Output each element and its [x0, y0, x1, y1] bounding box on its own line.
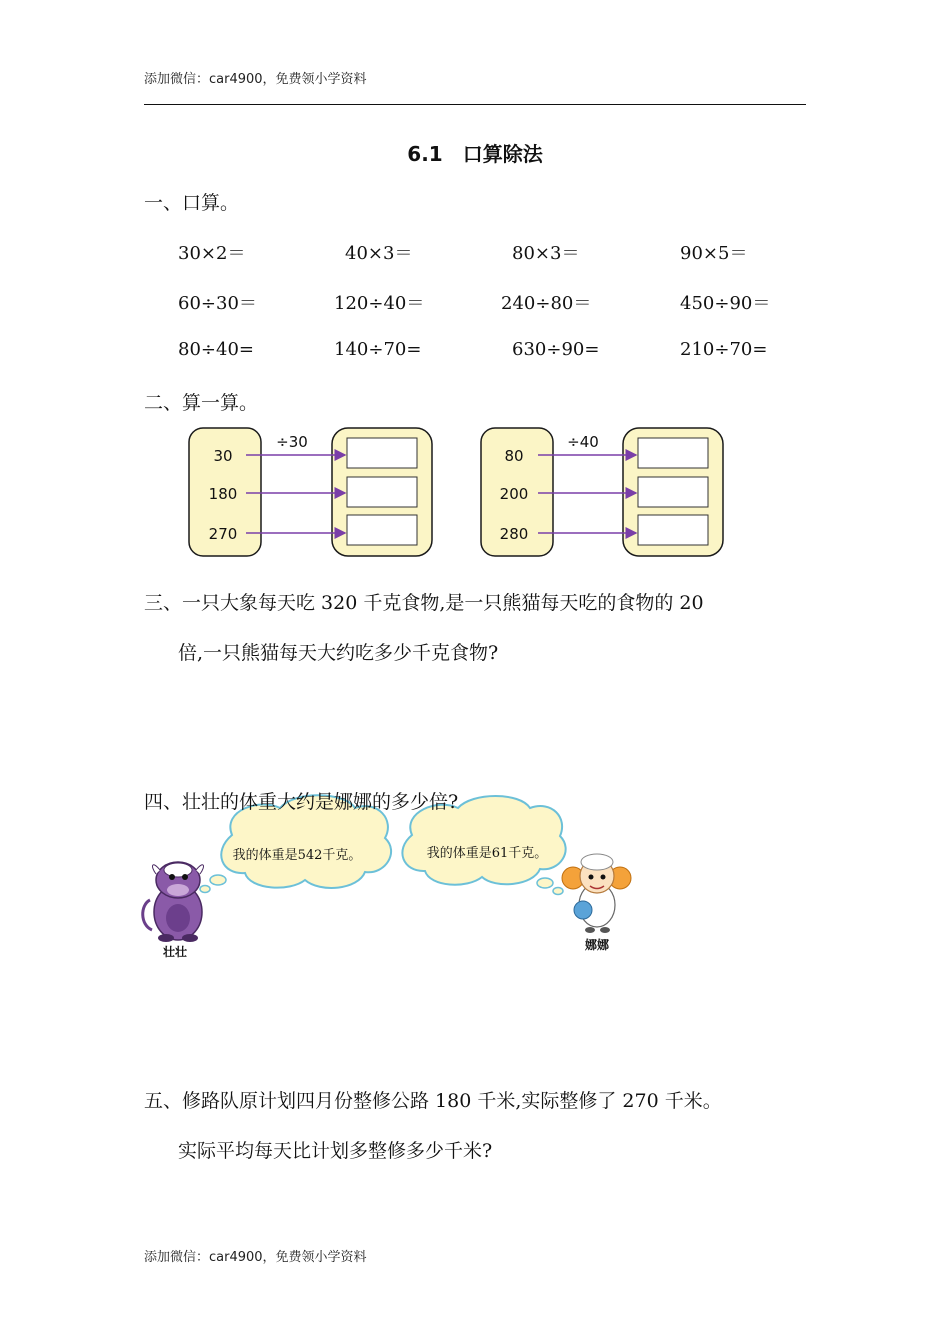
sheep-character-icon	[562, 854, 631, 933]
page-title: 6.1 口算除法	[407, 142, 543, 166]
operator-label: ÷30	[276, 433, 308, 451]
problem: 140÷70=	[334, 339, 422, 360]
footer-note: 添加微信：car4900，免费领小学资料	[144, 1250, 367, 1265]
problem: 60÷30＝	[178, 293, 257, 314]
input-value: 30	[213, 447, 233, 465]
section5-line1: 五、修路队原计划四月份整修公路 180 千米,实际整修了 270 千米。	[144, 1090, 722, 1112]
cow-character-icon	[143, 862, 204, 942]
input-value: 280	[499, 525, 529, 543]
input-value: 180	[208, 485, 238, 503]
problem: 240÷80＝	[501, 293, 592, 314]
input-value: 200	[499, 485, 529, 503]
name-label-left: 壮壮	[162, 945, 188, 959]
problem: 90×5＝	[680, 243, 748, 264]
name-label-right: 娜娜	[584, 938, 610, 952]
input-value: 80	[504, 447, 524, 465]
problem: 210÷70=	[680, 339, 768, 360]
bubble-text-left: 我的体重是542千克。	[232, 848, 362, 863]
bubble-text-right: 我的体重是61千克。	[426, 846, 548, 861]
section5-line2: 实际平均每天比计划多整修多少千米?	[178, 1140, 493, 1162]
problem: 40×3＝	[345, 243, 413, 264]
answer-blank[interactable]	[638, 477, 708, 507]
answer-blank[interactable]	[347, 438, 417, 468]
answer-blank[interactable]	[638, 515, 708, 545]
header-note: 添加微信：car4900，免费领小学资料	[144, 72, 367, 87]
problem: 30×2＝	[178, 243, 246, 264]
input-value: 270	[208, 525, 238, 543]
section3-line2: 倍,一只熊猫每天大约吃多少千克食物?	[178, 642, 499, 664]
problem: 630÷90=	[512, 339, 600, 360]
answer-blank[interactable]	[347, 515, 417, 545]
section3-line1: 三、一只大象每天吃 320 千克食物,是一只熊猫每天吃的食物的 20	[144, 592, 704, 614]
section4-heading: 四、壮壮的体重大约是娜娜的多少倍?	[144, 791, 459, 813]
mapping-group-2	[481, 428, 723, 556]
mapping-group-1	[189, 428, 432, 556]
answer-blank[interactable]	[347, 477, 417, 507]
problem: 120÷40＝	[334, 293, 425, 314]
problem: 80÷40=	[178, 339, 254, 360]
problem: 450÷90＝	[680, 293, 771, 314]
section2-heading: 二、算一算。	[144, 392, 259, 414]
section1-heading: 一、口算。	[144, 192, 240, 214]
problem: 80×3＝	[512, 243, 580, 264]
weight-illustration	[143, 795, 631, 959]
operator-label: ÷40	[567, 433, 599, 451]
answer-blank[interactable]	[638, 438, 708, 468]
